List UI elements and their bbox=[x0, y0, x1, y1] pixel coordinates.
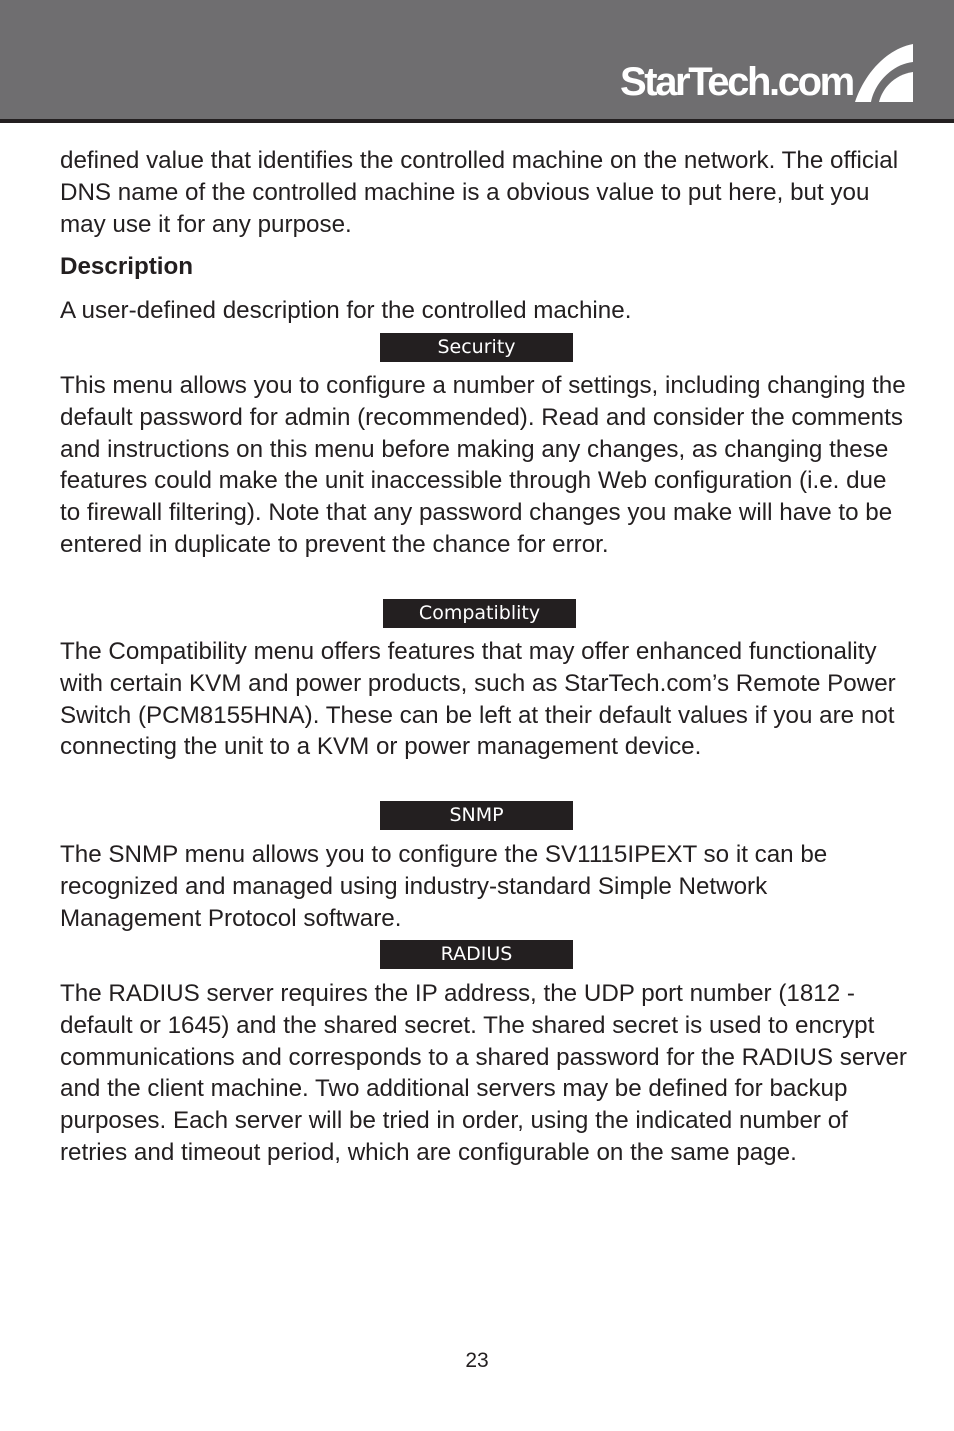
radius-menu-label: RADIUS bbox=[380, 940, 573, 969]
logo-swoosh-icon bbox=[853, 44, 915, 104]
page-content bbox=[60, 145, 910, 327]
security-paragraph: This menu allows you to configure a number of settings, including changing the default password for admin (recommended). Read and consider the comments and instructions on this menu before making any changes, as changing these features could make the unit inaccessible through Web configuration (i.e. due to firewall filtering). Note that any password changes you make will have to be entered in duplicate to prevent the chance for error. bbox=[60, 372, 906, 558]
startech-logo bbox=[620, 44, 915, 104]
description-heading: Description bbox=[60, 253, 194, 281]
compatibility-paragraph: The Compatibility menu offers features that may offer enhanced functionality with certain KVM and power products, such as StarTech.com’s Remote Power Switch (PCM8155HNA). These can be left at their default values if you are not connecting the unit to a KVM or power management device. bbox=[60, 638, 896, 761]
snmp-paragraph: The SNMP menu allows you to configure the SV1115IPEXT so it can be recognized and managed using industry-standard Simple Network Management Protocol software. bbox=[60, 841, 828, 932]
snmp-menu-label: SNMP bbox=[380, 801, 573, 830]
page-number: 23 bbox=[465, 1349, 489, 1372]
logo-text: StarTech.com bbox=[620, 60, 853, 104]
compatibility-menu-label: Compatiblity bbox=[383, 599, 576, 628]
description-paragraph: A user-defined description for the controlled machine. bbox=[60, 297, 632, 325]
page-header bbox=[0, 0, 954, 123]
intro-paragraph: defined value that identifies the controlled machine on the network. The official DNS name of the controlled machine is a obvious value to put here, but you may use it for any purpose. bbox=[60, 147, 899, 238]
radius-paragraph: The RADIUS server requires the IP address, the UDP port number (1812 - default or 1645) and the shared secret. The shared secret is used to encrypt communications and corresponds to a shared password for the RADIUS server and the client machine. Two additional servers may be defined for backup purposes. Each server will be tried in order, using the indicated number of retries and timeout period, which are configurable on the same page. bbox=[60, 980, 907, 1166]
security-menu-label: Security bbox=[380, 333, 573, 362]
